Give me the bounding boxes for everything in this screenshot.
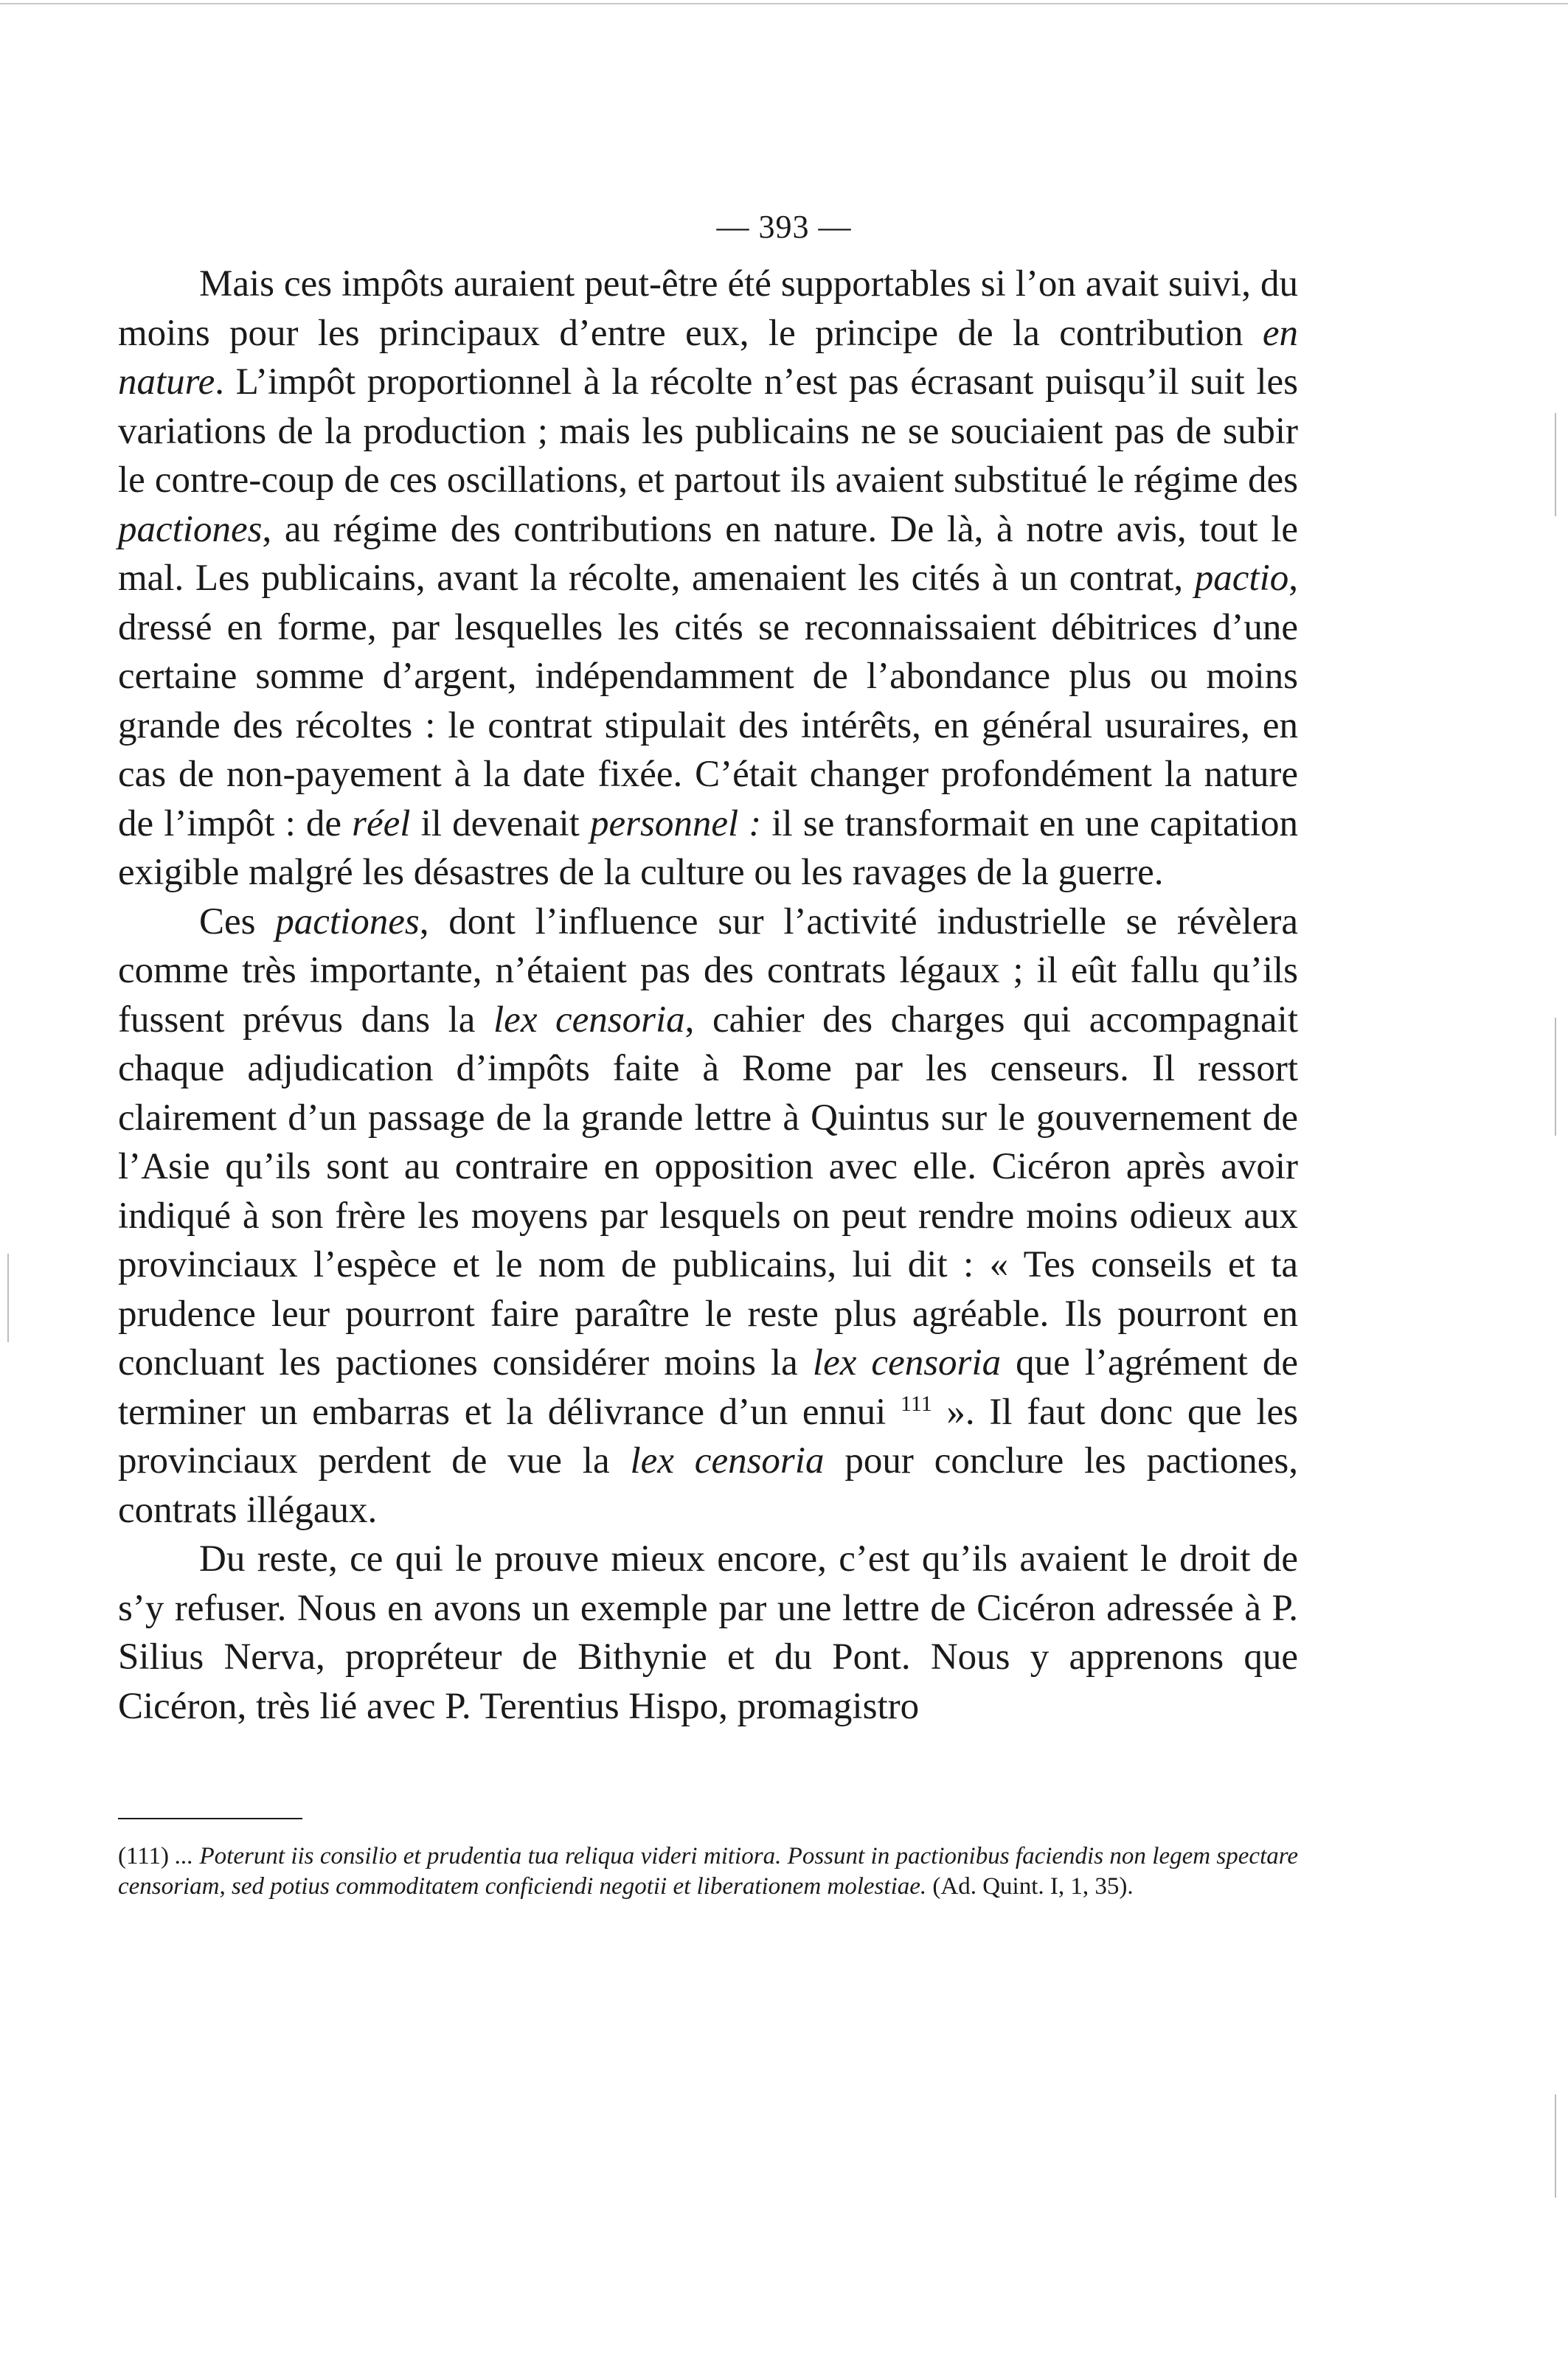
page-number: — 393 — xyxy=(716,209,852,245)
footnote-number: (111) xyxy=(118,1843,170,1869)
text-run: que l’agrément de terminer un embarras et la délivrance d’un ennui xyxy=(118,1342,1298,1433)
footnote-reference-mark: 111 xyxy=(900,1391,932,1416)
italic-term: lex censoria xyxy=(493,999,685,1041)
text-run: , au régime des contributions en nature. De là, à notre avis, tout le mal. Les publicains, avant la récolte, amenaient les cités à un contrat, xyxy=(118,508,1298,599)
footnote xyxy=(118,1841,1298,1902)
footnote-separator xyxy=(118,1818,302,1819)
italic-term: lex censoria xyxy=(630,1440,825,1482)
footnote-reference: (Ad. Quint. I, 1, 35). xyxy=(932,1873,1134,1900)
top-edge-line xyxy=(0,3,1568,4)
text-run: il se transformait en une capitation exigible malgré les désastres de la culture ou les ravages de la guerre. xyxy=(118,802,1299,893)
italic-term: réel xyxy=(352,802,411,844)
text-run: ». Il faut donc que les provinciaux perdent de vue la xyxy=(118,1391,1298,1482)
text-run: Ces xyxy=(199,900,276,942)
paragraph-1 xyxy=(118,260,1298,897)
text-run: . L’impôt proportionnel à la récolte n’est pas écrasant puisqu’il suit les variations de la production ; mais les publicains ne se souciaient pas de subir le contre-coup de ces oscillations, et partout ils avaient substitué le régime des xyxy=(118,361,1298,501)
text-run: Du reste, ce qui le prouve mieux encore, c’est qu’ils avaient le droit de s’y refuser. Nous en avons un exemple par une lettre de Cicéron adressée à P. Silius Nerva, propréteur de Bithynie et du Pont. Nous y apprenons que Cicéron, très lié avec P. Terentius Hispo, promagistro xyxy=(118,1538,1298,1727)
italic-term: pactiones xyxy=(275,900,420,942)
text-run: , dressé en forme, par lesquelles les cités se reconnaissaient débitrices d’une certaine somme d’argent, indépendamment de l’abondance plus ou moins grande des récoltes : le contrat stipulait des intérêts, en général usuraires, en cas de non-payement à la date fixée. C’était changer profondément la nature de l’impôt : de xyxy=(118,558,1298,844)
text-run: pour conclure les pactiones, contrats illégaux. xyxy=(118,1440,1299,1531)
footnote-text: ... Poterunt iis consilio et prudentia tua reliqua videri mitiora. Possunt in pactionibus faciendis non legem spectare censoriam, sed potius commoditatem conficiendi negotii et liberationem molestiae. xyxy=(118,1843,1298,1900)
scan-edge-mark xyxy=(7,1254,9,1342)
paragraph-2 xyxy=(118,897,1298,1535)
italic-term: pactiones xyxy=(118,508,263,550)
scan-edge-mark xyxy=(1555,1018,1556,1136)
text-run: , cahier des charges qui accompagnait chaque adjudication d’impôts faite à Rome par les censeurs. Il ressort clairement d’un passage de la grande lettre à Quintus sur le gouvernement de l’Asie qu’ils sont au contraire en opposition avec elle. Cicéron après avoir indiqué à son frère les moyens par lesquels on peut rendre moins odieux aux provinciaux l’espèce et le nom de publicains, lui dit : « Tes conseils et ta prudence leur pourront faire paraître le reste plus agréable. Ils pourront en concluant les pactiones considérer moins la xyxy=(118,999,1298,1383)
body-text xyxy=(118,260,1298,1731)
italic-term: lex censoria xyxy=(812,1342,1002,1383)
italic-term: en nature xyxy=(118,312,1298,403)
italic-term: pactio xyxy=(1194,558,1289,599)
text-run: , dont l’influence sur l’activité industrielle se révèlera comme très importante, n’étaient pas des contrats légaux ; il eût fallu qu’ils fussent prévus dans la xyxy=(118,900,1298,1041)
italic-term: personnel : xyxy=(589,802,762,844)
paragraph-3 xyxy=(118,1535,1298,1731)
text-run: il devenait xyxy=(410,802,590,844)
text-run: Mais ces impôts auraient peut-être été supportables si l’on avait suivi, du moins pour les principaux d’entre eux, le principe de la contribution xyxy=(118,263,1298,354)
scan-edge-mark xyxy=(1555,2094,1556,2198)
scan-edge-mark xyxy=(1555,413,1556,516)
